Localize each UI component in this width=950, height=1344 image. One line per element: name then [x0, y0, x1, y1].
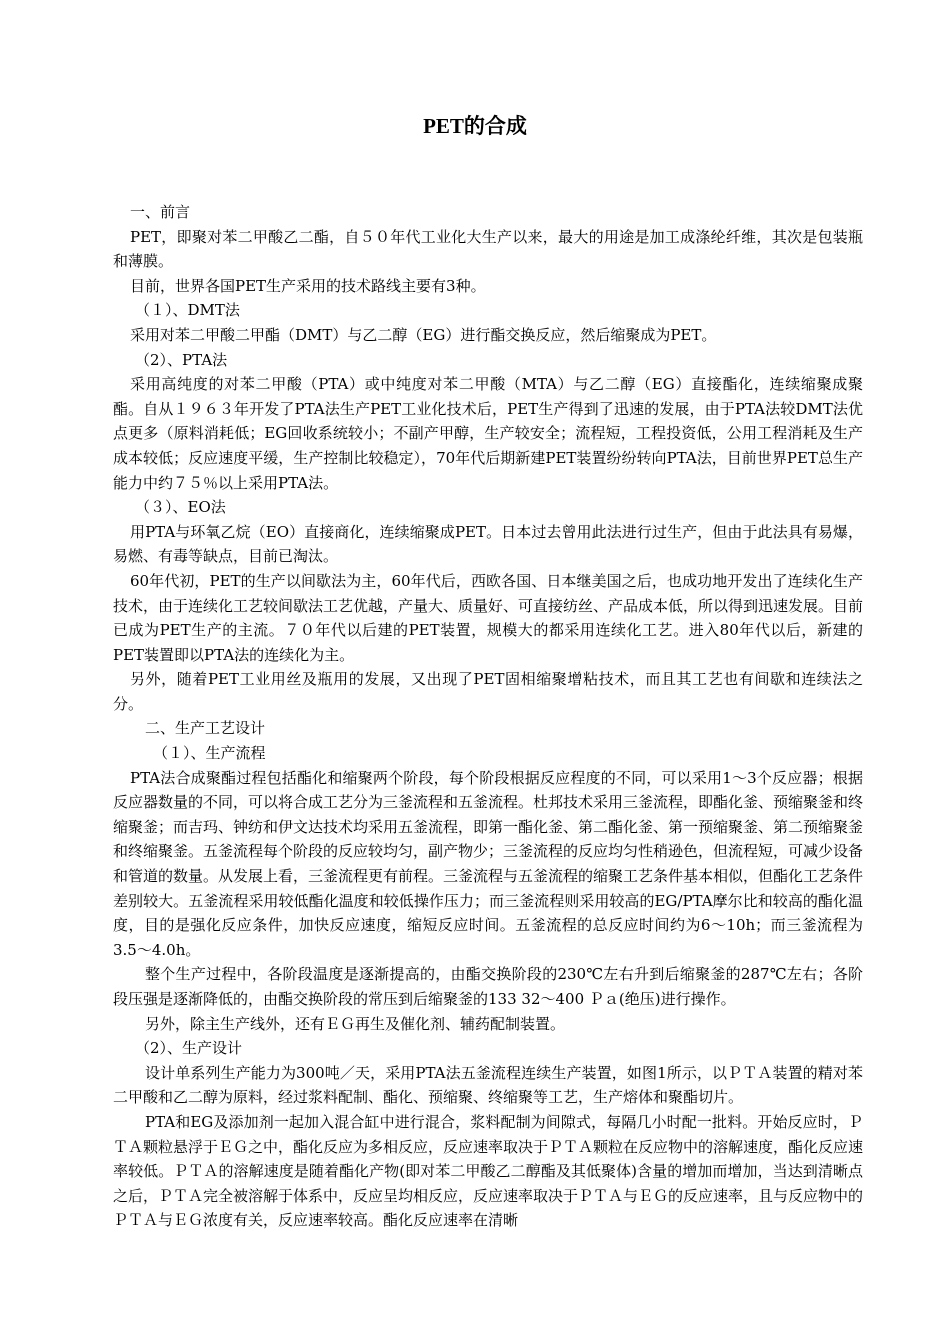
- subheading-production-flow: （１）、生产流程: [153, 744, 266, 763]
- paragraph: 采用高纯度的对苯二甲酸（PTA）或中纯度对苯二甲酸（MTA）与乙二醇（EG）直接酯化，连续缩聚成聚酯。自从１９６３年开发了PTA法生产PET工业化技术后，PET生产得到了迅速的发展，由于PTA法较DMT法优点更多（原料消耗低；EG回收系统较小；不副产甲醇，生产较安全；流程短，工程投资低，公用工程消耗及生产成本较低；反应速度平缓，生产控制比较稳定），70年代后期新建PET装置纷纷转向PTA法，目前世界PET总生产能力中约７５％以上采用PTA法。: [113, 375, 863, 492]
- paragraph: 用PTA与环氧乙烷（EO）直接商化，连续缩聚成PET。日本过去曾用此法进行过生产，但由于此法具有易爆，易燃、有毒等缺点，目前已淘汰。: [113, 522, 863, 566]
- subheading-production-design: （2）、生产设计: [135, 1039, 243, 1058]
- document-body: [113, 200, 863, 1233]
- paragraph: 另外，除主生产线外，还有ＥＧ再生及催化剂、辅药配制装置。: [145, 1014, 566, 1033]
- paragraph: PTA和EG及添加剂一起加入混合缸中进行混合，浆料配制为间隙式，每隔几小时配一批料。开始反应时，ＰＴＡ颗粒悬浮于ＥＧ之中，酯化反应为多相反应，反应速率取决于ＰＴＡ颗粒在反应物中的溶解速度，酯化反应速率较低。ＰＴＡ的溶解速度是随着酯化产物(即对苯二甲酸乙二醇酯及其低聚体)含量的增加而增加，当达到清晰点之后，ＰＴＡ完全被溶解于体系中，反应呈均相反应，反应速率取决于ＰＴＡ与ＥＧ的反应速率，且与反应物中的ＰＴＡ与ＥＧ浓度有关，反应速率较高。酯化反应速率在清晰: [113, 1112, 864, 1230]
- subheading-dmt: （１）、DMT法: [135, 301, 240, 320]
- paragraph: 目前，世界各国PET生产采用的技术路线主要有3种。: [130, 276, 486, 295]
- subheading-eo: （３）、EO法: [135, 498, 226, 517]
- section-heading-process-design: 二、生产工艺设计: [145, 719, 266, 738]
- paragraph: 整个生产过程中，各阶段温度是逐渐提高的，由酯交换阶段的230℃左右升到后缩聚釜的287℃左右；各阶段压强是逐渐降低的，由酯交换阶段的常压到后缩聚釜的133 32～400 Ｐａ(绝压)进行操作。: [113, 965, 863, 1008]
- paragraph: 设计单系列生产能力为300吨／天，采用PTA法五釜流程连续生产装置，如图1所示，以ＰＴＡ装置的精对苯二甲酸和乙二醇为原料，经过浆料配制、酯化、预缩聚、终缩聚等工艺，生产熔体和聚酯切片。: [113, 1063, 863, 1107]
- paragraph: 另外，随着PET工业用丝及瓶用的发展，又出现了PET固相缩聚增粘技术，而且其工艺也有间歇和连续法之分。: [113, 670, 863, 713]
- paragraph: PTA法合成聚酯过程包括酯化和缩聚两个阶段，每个阶段根据反应程度的不同，可以采用1～3个反应器；根据反应器数量的不同，可以将合成工艺分为三釜流程和五釜流程。杜邦技术采用三釜流程，即酯化釜、预缩聚釜和终缩聚釜；而吉玛、钟纺和伊文达技术均采用五釜流程，即第一酯化釜、第二酯化釜、第一预缩聚釜、第二预缩聚釜和终缩聚釜。五釜流程每个阶段的反应较均匀，副产物少；三釜流程的反应均匀性稍逊色，但流程短，可减少设备和管道的数量。从发展上看，三釜流程更有前程。三釜流程与五釜流程的缩聚工艺条件基本相似，但酯化工艺条件差别较大。五釜流程采用较低酯化温度和较低操作压力；而三釜流程则采用较高的EG/PTA摩尔比和较高的酯化温度，目的是强化反应条件，加快反应速度，缩短反应时间。五釜流程的总反应时间约为6～10h；而三釜流程为3.5～4.0h。: [113, 768, 864, 959]
- paragraph: 60年代初，PET的生产以间歇法为主，60年代后，西欧各国、日本继美国之后，也成功地开发出了连续化生产技术，由于连续化工艺较间歇法工艺优越，产量大、质量好、可直接纺丝、产品成本低，所以得到迅速发展。目前已成为PET生产的主流。７０年代以后建的PET装置，规模大的都采用连续化工艺。进入80年代以后，新建的PET装置即以PTA法的连续化为主。: [113, 571, 864, 664]
- section-heading-preface: 一、前言: [130, 203, 191, 221]
- subheading-pta: （2）、PTA法: [135, 350, 228, 369]
- document-title: PET的合成: [423, 114, 527, 138]
- paragraph: 采用对苯二甲酸二甲酯（DMT）与乙二醇（EG）进行酯交换反应，然后缩聚成为PET。: [130, 325, 717, 344]
- paragraph: PET，即聚对苯二甲酸乙二酯，自５０年代工业化大生产以来，最大的用途是加工成涤纶纤维，其次是包装瓶和薄膜。: [113, 227, 863, 271]
